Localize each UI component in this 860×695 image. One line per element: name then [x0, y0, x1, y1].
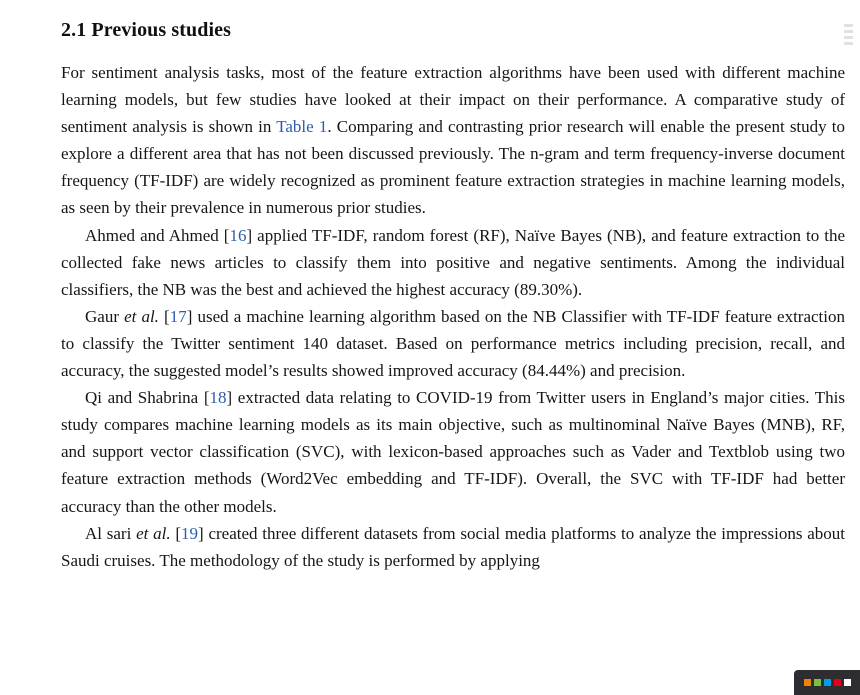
- watermark-pixel: [834, 679, 841, 686]
- text-run: . Comparing and contrasting prior research will enable the present study to explore a different area that has not been discussed previously. The n-gram and term frequency-inverse document frequency (TF-IDF) are widely recognized as prominent feature extraction strategies in machine learning models, as seen by their prevalence in numerous prior studies.: [61, 117, 846, 218]
- paragraph: [61, 59, 845, 222]
- citation-16-link[interactable]: 16: [229, 225, 247, 245]
- italic-text: et al.: [124, 306, 159, 326]
- watermark-pixel: [844, 679, 851, 686]
- text-run: [: [158, 306, 170, 326]
- paper-page: [61, 19, 845, 574]
- text-run: ] created three different datasets from social media platforms to analyze the impressions about Saudi cruises. The methodology of the study is performed by applying: [61, 523, 845, 570]
- paragraph: [61, 303, 845, 384]
- text-run: Qi and Shabrina [: [85, 388, 210, 408]
- citation-17-link[interactable]: 17: [169, 306, 187, 326]
- citation-18-link[interactable]: 18: [209, 388, 227, 408]
- paragraph: [61, 384, 845, 519]
- text-run: ] extracted data relating to COVID-19 from Twitter users in England’s major cities. This study compares machine learning models as its main objective, such as multinominal Naïve Bayes (MNB), RF, and support vector classification (SVC), with lexicon-based approaches such as Vader and Textblob using two feature extraction methods (Word2Vec embedding and TF-IDF). Overall, the SVC with TF-IDF had better accuracy than the other models.: [61, 388, 845, 516]
- citation-19-link[interactable]: 19: [181, 523, 199, 543]
- watermark-pixel: [804, 679, 811, 686]
- text-run: Gaur: [85, 306, 125, 326]
- page-edge-artifact: [844, 24, 853, 48]
- text-run: ] applied TF-IDF, random forest (RF), Naïve Bayes (NB), and feature extraction to the collected fake news articles to classify them into positive and negative sentiments. Among the individual classifiers, the NB was the best and achieved the highest accuracy (89.30%).: [61, 225, 846, 299]
- watermark-badge: [794, 670, 860, 695]
- text-run: ] used a machine learning algorithm based on the NB Classifier with TF-IDF feature extraction to classify the Twitter sentiment 140 dataset. Based on performance metrics including precision, recall, and accuracy, the suggested model’s results showed improved accuracy (84.44%) and precision.: [61, 306, 846, 381]
- italic-text: et al.: [136, 523, 171, 543]
- paragraph: [61, 520, 845, 574]
- text-run: Al sari: [85, 523, 137, 543]
- text-run: [: [170, 523, 182, 543]
- text-run: For sentiment analysis tasks, most of the feature extraction algorithms have been used with different machine learning models, but few studies have looked at their impact on their performance. A comparative study of sentiment analysis is shown in: [61, 63, 845, 137]
- watermark-pixel: [824, 679, 831, 686]
- table-1-link[interactable]: Table 1: [276, 117, 328, 137]
- section-heading: 2.1 Previous studies: [61, 19, 231, 41]
- text-run: Ahmed and Ahmed [: [85, 225, 230, 245]
- watermark-pixel: [814, 679, 821, 686]
- paragraph: [61, 222, 845, 303]
- paragraphs-container: [61, 59, 845, 574]
